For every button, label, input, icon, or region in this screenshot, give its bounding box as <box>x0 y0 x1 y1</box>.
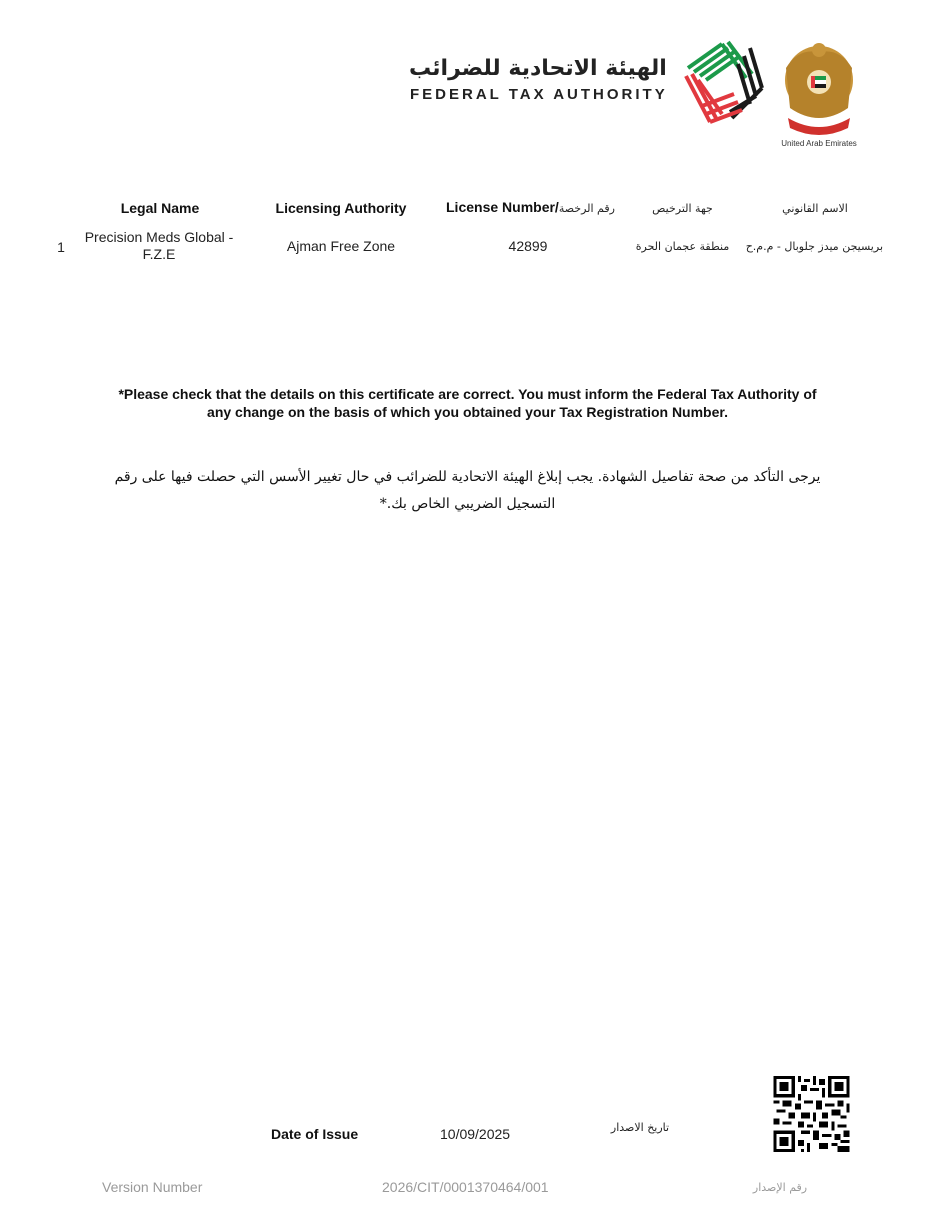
date-of-issue-value: 10/09/2025 <box>440 1126 511 1142</box>
notice-arabic-line2: التسجيل الضريبي الخاص بك.* <box>379 496 556 512</box>
date-of-issue-label-ar: تاريخ الاصدار <box>610 1121 670 1134</box>
org-name-english: FEDERAL TAX AUTHORITY <box>410 86 668 103</box>
header-legal-name-ar: الاسم القانوني <box>782 202 848 215</box>
header-licensing-authority-ar: جهة الترخيص <box>652 202 713 215</box>
row-licensing-authority-ar: منطقة عجمان الحرة <box>635 240 730 253</box>
org-name-arabic: الهيئة الاتحادية للضرائب <box>409 56 667 81</box>
fta-logo-icon <box>680 38 770 128</box>
notice-arabic-line1: يرجى التأكد من صحة تفاصيل الشهادة. يجب إبلاغ الهيئة الاتحادية للضرائب في حال تغيير الأسس التي حصلت فيها على رقم <box>114 469 821 485</box>
row-legal-name: Precision Meds Global - F.Z.E <box>84 229 234 262</box>
notice-english-line2: any change on the basis of which you obtained your Tax Registration Number. <box>207 404 728 420</box>
qr-code-icon <box>773 1076 850 1152</box>
version-number-value: 2026/CIT/0001370464/001 <box>382 1179 549 1195</box>
row-legal-name-ar: بريسيجن ميدز جلوبال - م.م.ح <box>745 240 883 253</box>
header-legal-name: Legal Name <box>120 200 200 216</box>
fta-header <box>405 38 865 153</box>
date-of-issue-label: Date of Issue <box>271 1126 359 1142</box>
uae-emblem-icon <box>778 38 860 138</box>
notice-arabic <box>95 464 840 518</box>
header-license-number <box>446 199 616 217</box>
row-license-number: 42899 <box>508 238 548 254</box>
notice-english-line1: *Please check that the details on this certificate are correct. You must inform the Federal Tax Authority of <box>118 386 817 402</box>
row-index: 1 <box>57 239 65 255</box>
table-row <box>0 228 935 268</box>
version-number-label: Version Number <box>102 1179 203 1195</box>
version-number-label-ar: رقم الإصدار <box>752 1181 808 1194</box>
header-license-number-ar: رقم الرخصة <box>558 202 615 215</box>
emblem-caption: United Arab Emirates <box>781 139 857 148</box>
header-licensing-authority: Licensing Authority <box>275 200 407 216</box>
notice-english <box>60 385 875 421</box>
header-license-number-en: License Number/ <box>446 199 559 215</box>
row-licensing-authority: Ajman Free Zone <box>286 238 396 254</box>
